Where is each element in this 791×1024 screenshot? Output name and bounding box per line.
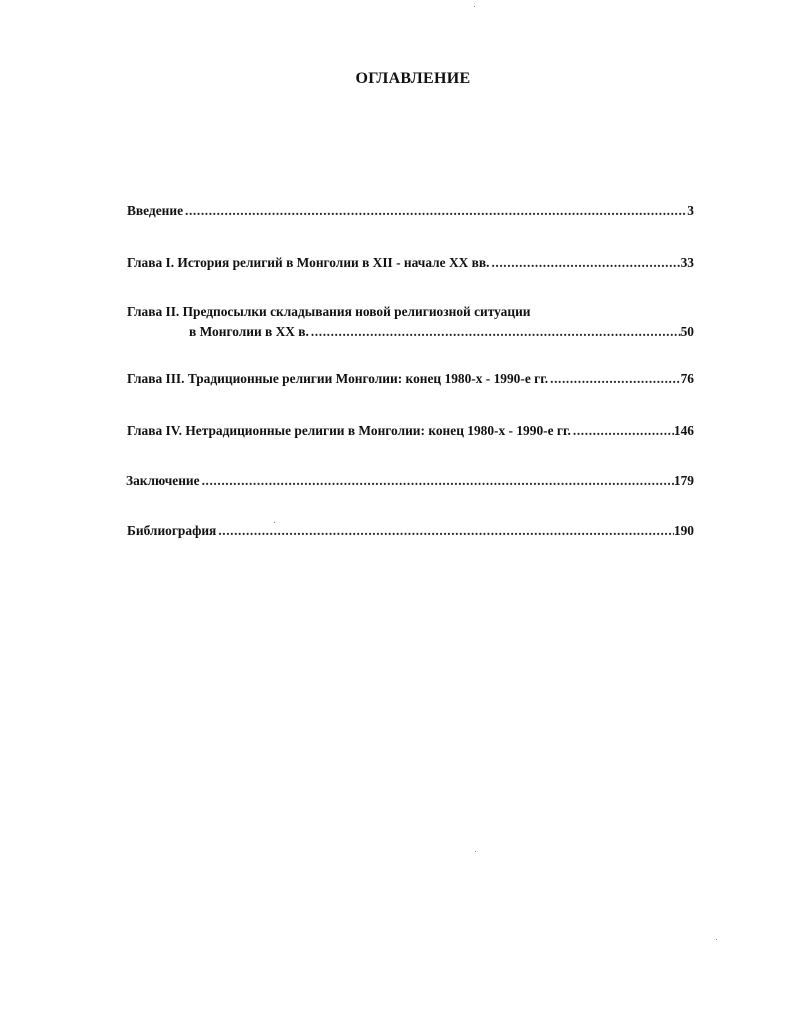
scan-speck xyxy=(475,851,476,852)
toc-leader-dots xyxy=(218,521,674,541)
toc-line xyxy=(127,253,694,273)
toc-page-number: 146 xyxy=(673,423,694,438)
toc-entry-chapter-3 xyxy=(127,369,694,389)
toc-leader-dots xyxy=(550,369,680,389)
page-title: ОГЛАВЛЕНИЕ xyxy=(355,70,471,87)
toc-line xyxy=(127,201,694,221)
toc-leader-dots xyxy=(491,253,680,273)
toc-line xyxy=(127,369,694,389)
toc-entry-chapter-2 xyxy=(127,302,694,342)
toc-page-number: 33 xyxy=(680,255,694,270)
toc-entry-chapter-1 xyxy=(127,253,694,273)
toc-leader-dots xyxy=(185,201,687,221)
toc-page-number: 50 xyxy=(680,324,694,339)
scan-speck xyxy=(274,522,275,523)
toc-leader-dots xyxy=(311,322,681,342)
toc-line xyxy=(127,421,694,441)
toc-entry-conclusion xyxy=(126,471,694,491)
toc-page-number: 179 xyxy=(673,473,694,488)
scan-speck xyxy=(474,6,475,7)
toc-entry-title-continued: в Монголии в XX в. xyxy=(189,324,309,339)
scan-speck xyxy=(716,939,717,940)
toc-page-number: 3 xyxy=(687,203,694,218)
toc-line xyxy=(126,471,694,491)
toc-page-number: 190 xyxy=(673,523,694,538)
toc-entry-title: Глава III. Традиционные религии Монголии: конец 1980-х - 1990-е гг. xyxy=(127,371,549,386)
toc-entry-introduction xyxy=(127,201,694,221)
toc-entry-bibliography xyxy=(127,521,694,541)
toc-entry-title: Введение xyxy=(127,203,184,218)
toc-line xyxy=(127,521,694,541)
toc-leader-dots xyxy=(573,421,674,441)
toc-page-number: 76 xyxy=(680,371,694,386)
toc-entry-title: Заключение xyxy=(126,473,200,488)
toc-entry-title: Глава II. Предпосылки складывания новой религиозной ситуации xyxy=(127,304,531,319)
toc-entry-title: Глава IV. Нетрадиционные религии в Монголии: конец 1980-х - 1990-е гг. xyxy=(127,423,571,438)
toc-leader-dots xyxy=(202,471,674,491)
toc-entry-chapter-4 xyxy=(127,421,694,441)
toc-line xyxy=(127,302,694,322)
toc-line-continuation xyxy=(127,322,694,342)
toc-entry-title: Глава I. История религий в Монголии в XII - начале XX вв. xyxy=(127,255,490,270)
toc-entry-title: Библиография xyxy=(127,523,217,538)
